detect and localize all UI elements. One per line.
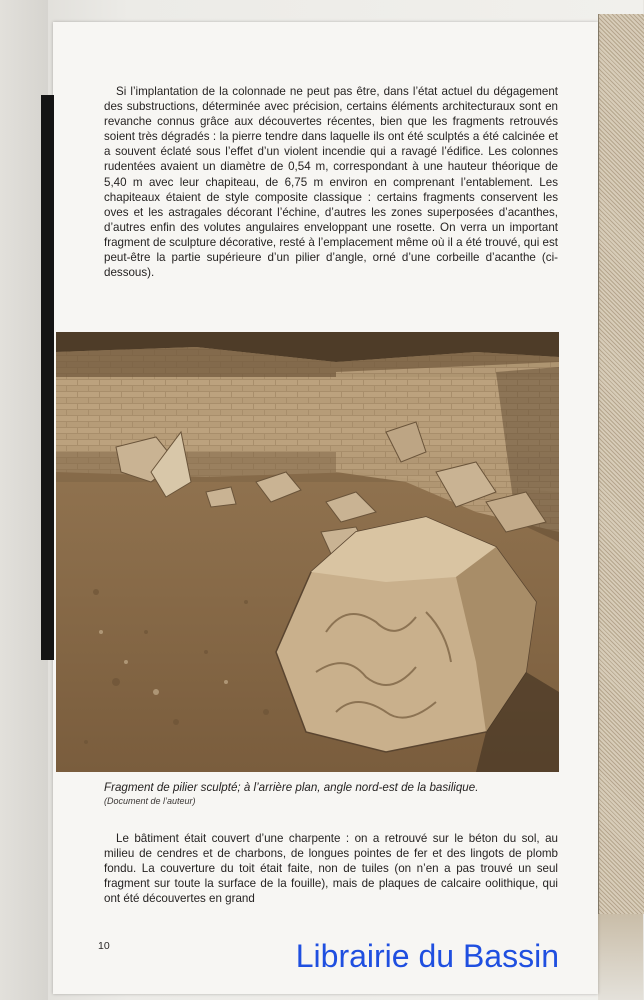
next-page-bottom [598,914,643,1000]
photo-caption: Fragment de pilier sculpté; à l’arrière plan, angle nord-est de la basilique. [104,781,479,794]
next-page-edge [598,14,644,914]
body-paragraph-bottom: Le bâtiment était couvert d’une charpente : on a retrouvé sur le béton du sol, au milieu de cendres et de charbons, de longues pointes de fer et des lingots de plomb fondu. La couverture du toit était faite, non de tuiles (on n’en a pas trouvé un seul fragment sur toute la surface de la fouille), mais de plaques de calcaire oolithique, qui ont été découvertes en grand [104,832,558,906]
body-paragraph-top: Si l’implantation de la colonnade ne peut pas être, dans l’état actuel du dégagement des substructions, déterminée avec précision, certains éléments architecturaux sont en revanche connus grâce aux découvertes récentes, bien que les fragments retrouvés soient très dégradés : la pierre tendre dans laquelle ils ont été sculptés a été calcinée et a souvent éclaté sous l’effet d’un violent incendie qui a ravagé l’édifice. Les colonnes rudentées avaient un diamètre de 0,54 m, correspondant à une hauteur théorique de 5,40 m avec leur chapiteau, de 6,75 m environ en comprenant l’entablement. Les chapiteaux étaient de style composite classique : certains fragments conservent les oves et les astragales décorant l’échine, d’autres les zones superposées d’acanthes, d’autres enfin des volutes angulaires enveloppant une rosette. On verra un important fragment de sculpture décorative, resté à l’emplacement même où il a été trouvé, qui est peut-être la partie supérieure d’un pilier d’angle, orné d’une corbeille d’acanthe (ci-dessous). [104,85,558,280]
binding-strip [41,95,54,660]
page-number: 10 [98,940,110,952]
watermark-text: Librairie du Bassin [295,938,559,974]
photo-credit: (Document de l’auteur) [104,796,196,806]
photo-illustration [56,332,559,772]
